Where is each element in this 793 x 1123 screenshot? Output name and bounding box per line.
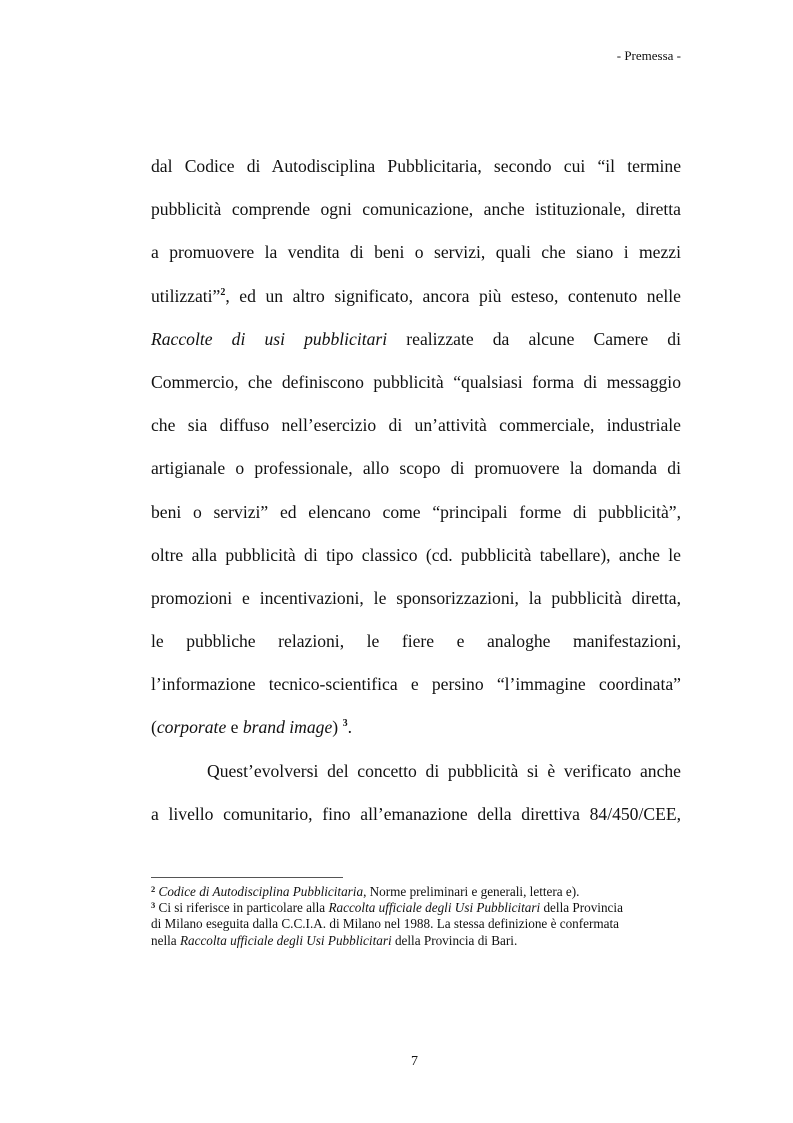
footnote-reference: 3 xyxy=(151,900,156,911)
italic-text: corporate xyxy=(156,717,227,738)
text-line xyxy=(151,404,681,447)
italic-text: Codice di Autodisciplina Pubblicitaria xyxy=(158,884,364,899)
footnote xyxy=(151,900,681,949)
text-line xyxy=(151,491,681,534)
footnote-line xyxy=(151,900,681,916)
text-segment: della Provincia di Bari. xyxy=(391,932,518,948)
text-line xyxy=(151,577,681,620)
text-segment: Commercio, che definiscono pubblicità “qualsiasi forma di messaggio xyxy=(151,371,681,392)
footnote-separator xyxy=(151,877,343,878)
text-segment: dal Codice di Autodisciplina Pubblicitaria, secondo cui “il termine xyxy=(151,156,681,176)
text-segment: le pubbliche relazioni, le fiere e analoghe manifestazioni, xyxy=(151,631,681,652)
footnote-reference: 2 xyxy=(220,286,226,298)
italic-text: brand image xyxy=(242,717,333,738)
text-line xyxy=(151,145,681,188)
text-line xyxy=(151,750,681,793)
text-line xyxy=(151,534,681,577)
text-segment: Quest’evolversi del concetto di pubblicità si è verificato anche xyxy=(207,760,681,781)
text-segment: oltre alla pubblicità di tipo classico (cd. pubblicità tabellare), anche le xyxy=(151,544,681,565)
text-segment: di Milano eseguita dalla C.C.I.A. di Milano nel 1988. La stessa definizione è confermata xyxy=(151,916,620,932)
text-segment: promozioni e incentivazioni, le sponsorizzazioni, la pubblicità diretta, xyxy=(151,587,681,608)
footnote-line xyxy=(151,933,681,949)
footnote xyxy=(151,884,681,900)
text-segment: pubblicità comprende ogni comunicazione, anche istituzionale, diretta xyxy=(151,199,681,220)
footnotes xyxy=(151,884,681,949)
footnote-reference: 2 xyxy=(151,884,156,894)
text-segment: , ed un altro significato, ancora più esteso, contenuto nelle xyxy=(225,285,681,306)
text-segment: ) xyxy=(332,717,343,738)
text-segment: l’informazione tecnico-scientifica e persino “l’immagine coordinata” xyxy=(151,674,681,695)
text-line xyxy=(151,188,681,231)
italic-text: Raccolta ufficiale degli Usi Pubblicitari xyxy=(179,932,392,948)
page-number: 7 xyxy=(411,1054,418,1069)
text-line xyxy=(151,275,681,318)
text-line xyxy=(151,447,681,490)
italic-text: Raccolte di usi pubblicitari xyxy=(151,328,388,349)
text-segment: ( xyxy=(151,717,157,738)
text-line xyxy=(151,663,681,706)
text-line xyxy=(151,318,681,361)
italic-text: Raccolta ufficiale degli Usi Pubblicitari xyxy=(328,900,541,916)
text-segment: beni o servizi” ed elencano come “principali forme di pubblicità”, xyxy=(151,501,681,522)
footnote-line xyxy=(151,916,681,932)
text-segment: che sia diffuso nell’esercizio di un’attività commerciale, industriale xyxy=(151,415,681,436)
text-segment: utilizzati” xyxy=(151,285,221,306)
text-segment: della Provincia xyxy=(540,900,623,916)
body-paragraphs xyxy=(151,145,681,836)
footnote-reference: 3 xyxy=(342,718,348,730)
text-segment: nella xyxy=(151,932,180,948)
text-line xyxy=(151,620,681,663)
text-segment: a livello comunitario, fino all’emanazione della direttiva 84/450/CEE, xyxy=(151,803,681,824)
footnote-line xyxy=(151,884,681,900)
running-header: - Premessa - xyxy=(616,48,681,63)
text-segment: , Norme preliminari e generali, lettera e). xyxy=(363,884,580,899)
text-line xyxy=(151,231,681,274)
text-segment: . xyxy=(347,717,352,738)
text-segment: realizzate da alcune Camere di xyxy=(387,328,681,349)
text-segment: Ci si riferisce in particolare alla xyxy=(155,900,329,916)
text-line xyxy=(151,361,681,404)
text-segment: e xyxy=(226,717,243,738)
text-segment: artigianale o professionale, allo scopo di promuovere la domanda di xyxy=(151,458,681,479)
text-line xyxy=(151,706,681,749)
text-segment: a promuovere la vendita di beni o servizi, quali che siano i mezzi xyxy=(151,242,681,263)
text-line xyxy=(151,793,681,836)
